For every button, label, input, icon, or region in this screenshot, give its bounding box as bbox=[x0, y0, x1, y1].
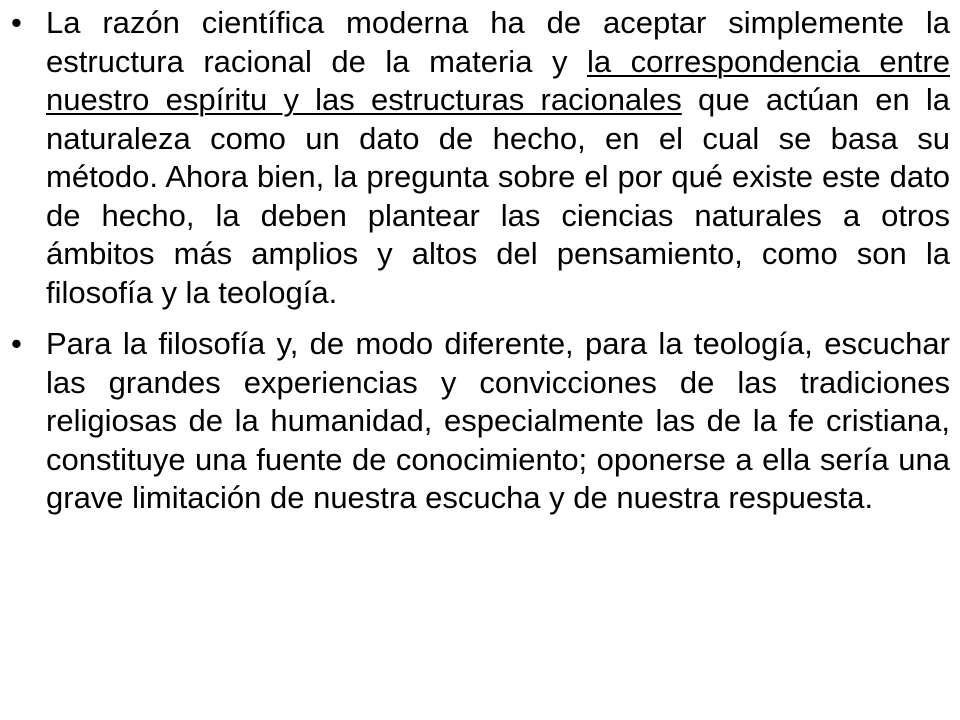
bullet-list bbox=[0, 4, 960, 518]
bullet-2-text: Para la filosofía y, de modo diferente, para la teología, escuchar las grandes experiencias y convicciones de las tradiciones religiosas de la humanidad, especialmente las de la fe cristiana, constituye una fuente de conocimiento; oponerse a ella sería una grave limitación de nuestra escucha y de nuestra respuesta. bbox=[46, 326, 950, 515]
bullet-1-underlined-phrase: la correspondencia entre nuestro espíritu y las estructuras racionales bbox=[46, 43, 950, 117]
bullet-marker: • bbox=[11, 326, 22, 361]
bullet-item-scientific-reason bbox=[11, 4, 951, 312]
bullet-item-philosophy-theology bbox=[11, 325, 950, 518]
bullet-1-text-end: que actúan en la naturaleza como un dato de hecho, en el cual se basa su método. Ahora bien, la pregunta sobre el por qué existe este dato de hecho, la deben plantear las ciencias naturales a otros ámbitos más amplios y altos del pensamiento, como son la filosofía y la teología. bbox=[46, 82, 951, 310]
bullet-1-text-start: La razón científica moderna ha de aceptar simplemente la estructura racional de la materia y bbox=[46, 5, 950, 79]
bullet-marker: • bbox=[11, 5, 22, 40]
